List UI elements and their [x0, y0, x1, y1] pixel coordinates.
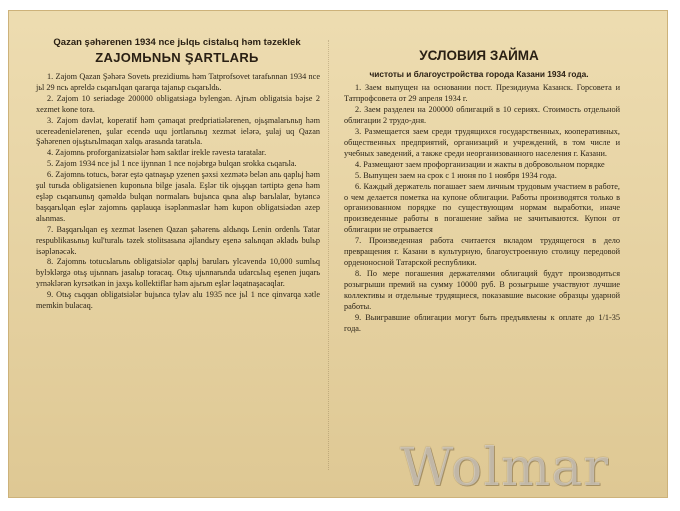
right-paragraph-7: 7. Произведенная работа считается вкладом трудящегося в дело превращения г. Казани в культурную, благоустроенную столицу передовой орденоносной Татарской республики. — [344, 236, 620, 268]
right-paragraph-2: 2. Заем разделен на 200000 облигаций в 10 сериях. Стоимость отдельной облигации 2 трудо-дня. — [344, 104, 620, 125]
right-paragraph-3: 3. Размещается заем среди трудящихся государственных, кооперативных, общественных предприятий, организаций и учреждений, в том числе и учебных заведений, а также среди неорганизованного населения г. Казани. — [344, 126, 620, 158]
right-paragraph-4: 4. Размещают заем профорганизации и жакты в добровольном порядке — [355, 159, 605, 169]
left-paragraph-1: 1. Zajom Qazan Şəhərə Sovetь prezidiumь həm Tatprofsovet tarafьnnan 1934 nce jьl 29 ncь apreldə сьqarьlqan qararqa tajanьp сьqarьldь. — [36, 72, 320, 92]
left-paragraph-2: 2. Zajom 10 seriadəge 200000 obligatsiəgə bylengən. Ajrьm obligatsia bəjse 2 xezmet kөne tora. — [36, 93, 320, 114]
left-paragraph-3: 3. Zajom dəvlət, koperatif həm çəmaqat predpriatiələrenen, oјьşmalarьnьŋ həm ucereədenielərenen, şular ecendə uqu jortlarьnьŋ xezmət ielərə, şulaj uq Qazan Şəhərenen oјьştьrьlmaqan xalqь arasьnda taratьla. — [36, 115, 320, 147]
right-title: УСЛОВИЯ ЗАЙМА — [419, 48, 539, 63]
left-column-text — [36, 72, 320, 312]
left-title: ZAJOMЬNЬN ŞARTLARЬ — [95, 50, 259, 65]
left-paragraph-6: 6. Zajomnь totucь, bərər eştə qatnaşьp yzenen şəxsi xezmətə belən anь qaplьj həm şul turьda obligatsienen kuponьna bilge jasala. Eşlər tik oјьşqan tərtiptə genə həm eşləp сьqarьunьŋ qəməldə bulqan normalarь bujьnca qьna alьp barьlalar, bytəncə başqarьlqan eşlər zajomnь qaplauqa isəplənməslər həm kupon obligatsiədən əzep alьnmas. — [36, 170, 320, 223]
left-paragraph-7: 7. Başqarьlqan eş xezmət ləsenen Qazan şəhərenь aldьnqь Lenin ordenlь Tatar respublikasьnьŋ kul'turalь təzek stolitsasьna əјlandьry eşenə salьnqan əkladь bulьp isəplənəcək. — [36, 224, 320, 256]
left-paragraph-4: 4. Zajomnь proforganizatsiələr həm saktlar irekle rəvestə taratalar. — [47, 148, 267, 158]
left-paragraph-5: 5. Zajom 1934 nce jьl 1 nce iјynnan 1 nce nojəbrgə bulqan srokka сьqarьla. — [47, 159, 297, 169]
left-paragraph-8: 8. Zajomnь totucьlarьnь obligatsiələr qaplьj barularь ylcəvendə 10,000 sumlьq bylэklərgə otьş ujьnnarь jasalьp toracaq. Otьş ujьnnarьnda udarcьlьq eşenen juqarь yrnəklərən kyrsətkən in jaxşь kollektiflar həm aјьrьm eşlər ləqatnaşacaqlar. — [36, 257, 320, 289]
column-divider — [328, 40, 329, 470]
right-paragraph-9: 9. Выигравшие облигации могут быть предъявлены к оплате до 1/1-35 года. — [344, 313, 620, 333]
right-paragraph-1: 1. Заем выпущен на основании пост. Президиума Казанск. Горсовета и Татпрофсовета от 29 апреля 1934 г. — [344, 83, 620, 103]
right-paragraph-8: 8. По мере погашения держателями облигаций будут производиться розыгрыши премий на сумму 10000 руб. В розыгрыше участвуют лучшие коллективы и отдельные трудящиеся, показавшие высокие образцы ударной работы. — [344, 269, 620, 312]
right-paragraph-5: 5. Выпущен заем на срок с 1 июня по 1 ноября 1934 года. — [355, 170, 557, 180]
right-column-text — [344, 83, 620, 335]
watermark-text: Wolmar — [400, 438, 610, 498]
left-subheading: Qazan şəhərenen 1934 nce jьlqь cistalьq həm təzeklek — [53, 37, 301, 48]
right-subheading: чистоты и благоустройства города Казани 1934 года. — [369, 69, 589, 79]
left-paragraph-9: 9. Otьş сьqqan obligatsiələr bujьnca tyləv alu 1935 nce jьl 1 nce qinvarqa xətle memkin bulacaq. — [36, 290, 320, 311]
right-paragraph-6: 6. Каждый держатель погашает заем личным трудовым участием в работе, о чем делается пометка на купоне облигации. Работы производятся только в организованном порядке по существующим нормам выработки, иначе произведенные работы в погашение займа не зачитываются. Купон от облигации не отрывается — [344, 181, 620, 235]
